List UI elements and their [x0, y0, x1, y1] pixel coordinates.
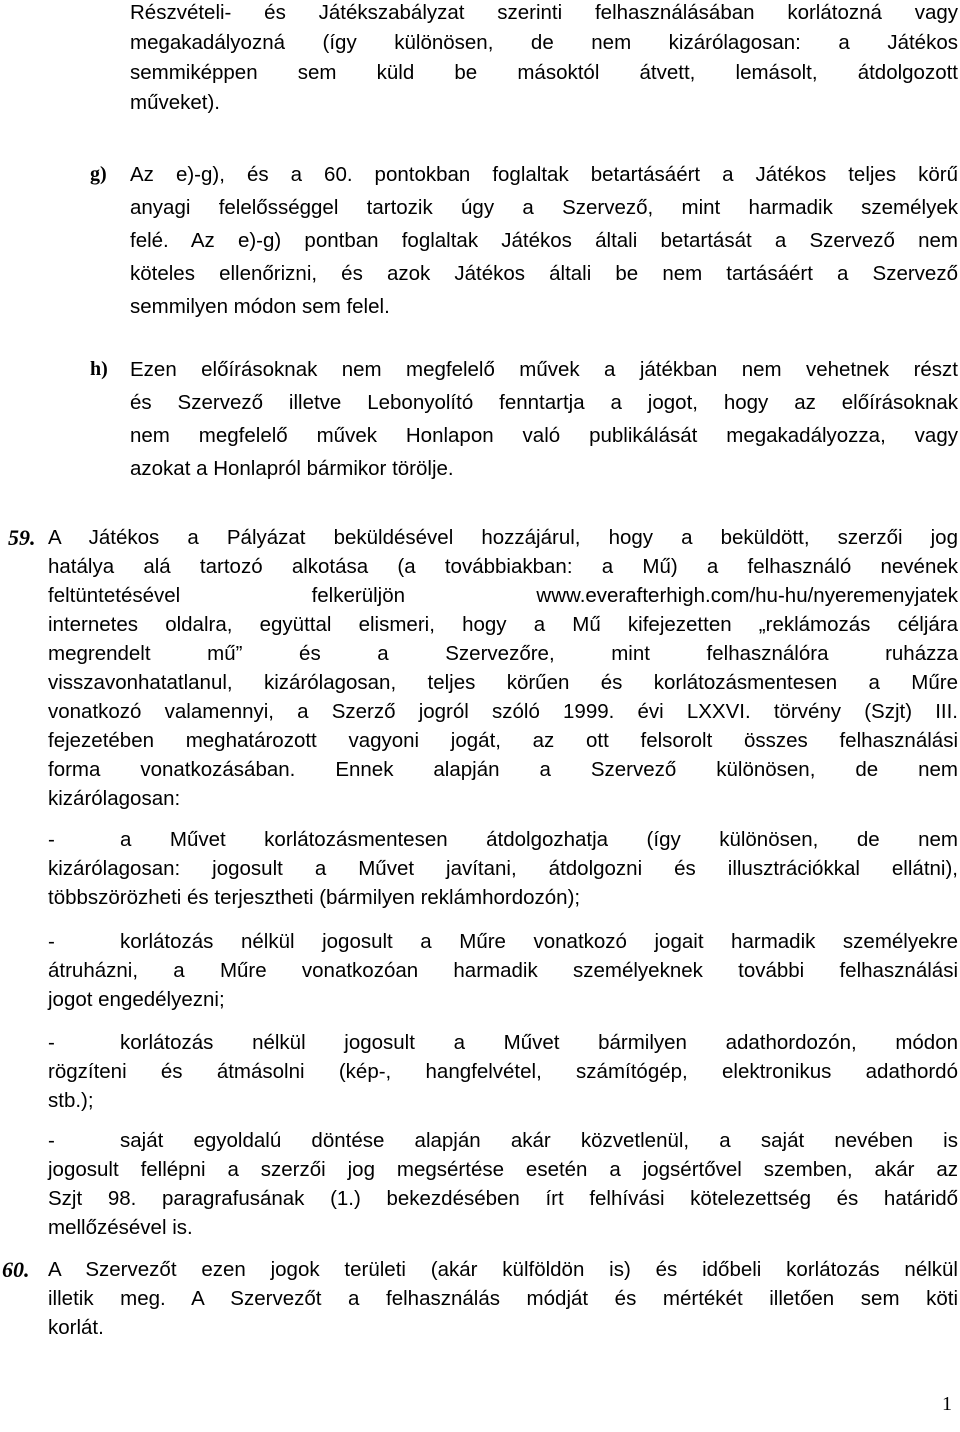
- text-line: semmilyen módon sem felel.: [130, 295, 390, 318]
- bullet-dash: -: [48, 1129, 55, 1152]
- bullet-dash: -: [48, 930, 55, 953]
- text-line: korlátozás nélkül jogosult a Művet bármilyen adathordozón, módon: [120, 1031, 958, 1054]
- text-line: többszörözheti és terjesztheti (bármilyen reklámhordozón);: [48, 886, 581, 909]
- text-line: jogosult fellépni a szerzői jog megsértése esetén a jogsértővel szemben, akár az: [48, 1158, 958, 1181]
- text-line: Szjt 98. paragrafusának (1.) bekezdésében írt felhívási kötelezettség és határidő: [48, 1187, 958, 1210]
- text-line: azokat a Honlapról bármikor törölje.: [130, 457, 454, 480]
- bullet-dash: -: [48, 1031, 55, 1054]
- section-number: 60.: [2, 1257, 30, 1282]
- text-line: megrendelt mű” és a Szervezőre, mint felhasználóra ruházza: [48, 642, 958, 665]
- page-number: 1: [942, 1393, 952, 1415]
- text-line: vonatkozó valamennyi, a Szerző jogról szóló 1999. évi LXXVI. törvény (Szjt) III.: [48, 700, 958, 723]
- text-line: Ezen előírásoknak nem megfelelő művek a játékban nem vehetnek részt: [130, 358, 958, 381]
- text-line: kizárólagosan: jogosult a Művet javítani, átdolgozni és illusztrációkkal ellátni),: [48, 857, 958, 880]
- text-line: felé. Az e)-g) pontban foglaltak Játékos általi betartását a Szervező nem: [130, 229, 958, 252]
- text-line: Az e)-g), és a 60. pontokban foglaltak betartásáért a Játékos teljes körű: [130, 163, 958, 186]
- text-line: feltüntetésével felkerüljön www.everafterhigh.com/hu-hu/nyeremenyjatek: [48, 584, 958, 607]
- bullet-dash: -: [48, 828, 55, 851]
- text-line: stb.);: [48, 1089, 94, 1112]
- text-line: kizárólagosan:: [48, 787, 181, 810]
- text-line: saját egyoldalú döntése alapján akár közvetlenül, a saját nevében is: [120, 1129, 958, 1152]
- section-number: 59.: [8, 525, 36, 550]
- text-line: nem megfelelő művek Honlapon való publikálását megakadályozza, vagy: [130, 424, 958, 447]
- text-line: műveket).: [130, 91, 220, 114]
- text-line: korlátozás nélkül jogosult a Műre vonatkozó jogait harmadik személyekre: [120, 930, 958, 953]
- text-line: hatálya alá tartozó alkotása (a továbbiakban: a Mű) a felhasználó nevének: [48, 555, 958, 578]
- text-line: fejezetében meghatározott vagyoni jogát, az ott felsorolt összes felhasználási: [48, 729, 958, 752]
- text-line: Részvételi- és Játékszabályzat szerinti felhasználásában korlátozná vagy: [130, 1, 958, 24]
- text-line: köteles ellenőrizni, és azok Játékos általi be nem tartásáért a Szervező: [130, 262, 958, 285]
- text-line: rögzíteni és átmásolni (kép-, hangfelvétel, számítógép, elektronikus adathordó: [48, 1060, 958, 1083]
- list-marker-g: g): [90, 163, 107, 185]
- text-line: anyagi felelősséggel tartozik úgy a Szervező, mint harmadik személyek: [130, 196, 958, 219]
- text-line: semmiképpen sem küld be másoktól átvett, lemásolt, átdolgozott: [130, 61, 958, 84]
- text-line: a Művet korlátozásmentesen átdolgozhatja (így különösen, de nem: [120, 828, 958, 851]
- text-line: forma vonatkozásában. Ennek alapján a Szervező különösen, de nem: [48, 758, 958, 781]
- text-line: A Szervezőt ezen jogok területi (akár külföldön is) és időbeli korlátozás nélkül: [48, 1258, 958, 1281]
- text-line: internetes oldalra, együttal elismeri, hogy a Mű kifejezetten „reklámozás céljára: [48, 613, 958, 636]
- text-line: A Játékos a Pályázat beküldésével hozzájárul, hogy a beküldött, szerzői jog: [48, 526, 958, 549]
- text-line: illetik meg. A Szervezőt a felhasználás módját és mértékét illetően sem köti: [48, 1287, 958, 1310]
- text-line: jogot engedélyezni;: [48, 988, 225, 1011]
- text-line: korlát.: [48, 1316, 104, 1339]
- text-line: átruházni, a Műre vonatkozóan harmadik személyeknek további felhasználási: [48, 959, 958, 982]
- text-line: megakadályozná (így különösen, de nem kizárólagosan: a Játékos: [130, 31, 958, 54]
- text-line: visszavonhatatlanul, kizárólagosan, teljes körűen és korlátozásmentesen a Műre: [48, 671, 958, 694]
- text-line: és Szervező illetve Lebonyolító fenntartja a jogot, hogy az előírásoknak: [130, 391, 958, 414]
- list-marker-h: h): [90, 358, 108, 380]
- text-line: mellőzésével is.: [48, 1216, 193, 1239]
